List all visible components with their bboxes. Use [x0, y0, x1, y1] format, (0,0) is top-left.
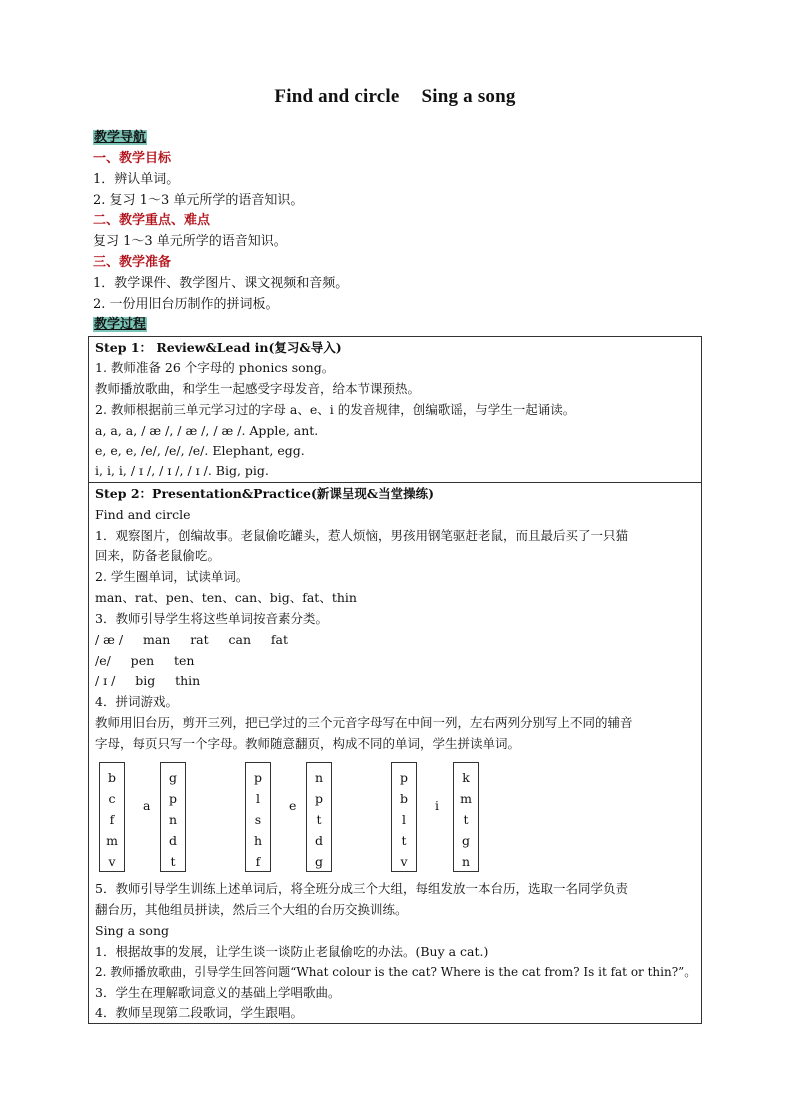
letter: s: [254, 812, 262, 827]
letter: n: [168, 812, 178, 827]
prep-item-1: 1．教学课件、教学图片、课文视频和音频。: [93, 276, 349, 291]
step1-line: 2. 教师根据前三单元学习过的字母 a、e、i 的发音规律，创编歌谣，与学生一起诵读。: [95, 402, 576, 417]
step2-line: 1．根据故事的发展，让学生谈一谈防止老鼠偷吃的办法。(Buy a cat.): [95, 944, 489, 959]
goal-item-1: 1．辨认单词。: [93, 172, 180, 187]
step2-line: man、rat、pen、ten、can、big、fat、thin: [95, 590, 357, 605]
board-3-left-column: [391, 762, 417, 872]
step2-line: 3．教师引导学生将这些单词按音素分类。: [95, 611, 328, 626]
letter: l: [256, 791, 260, 806]
board-2-left-column: [245, 762, 271, 872]
prep-heading: 三、教学准备: [93, 255, 172, 270]
board-2-right-column: [306, 762, 332, 872]
letter: p: [399, 770, 408, 785]
letter: t: [316, 812, 322, 827]
prep-item-2: 2. 一份用旧台历制作的拼词板。: [93, 297, 279, 312]
key-item-1: 复习 1～3 单元所学的语音知识。: [93, 234, 287, 249]
letter: v: [400, 854, 408, 869]
letter: d: [168, 833, 177, 848]
letter: t: [463, 812, 469, 827]
letter: v: [108, 854, 116, 869]
step2-line: 教师用旧台历，剪开三列，把已学过的三个元音字母写在中间一列，左右两列分别写上不同的辅音: [95, 715, 633, 730]
step1-line: 教师播放歌曲，和学生一起感受字母发音，给本节课预热。: [95, 381, 421, 396]
letter: m: [460, 791, 472, 806]
step2-line: Find and circle: [95, 507, 191, 522]
letter: g: [168, 770, 177, 785]
letter: c: [108, 791, 116, 806]
step2-line: 字母，每页只写一个字母。教师随意翻页，构成不同的单词，学生拼读单词。: [95, 736, 521, 751]
nav-heading: 教学导航: [94, 130, 147, 145]
step2-line: / ɪ / big thin: [95, 673, 201, 688]
step2-line: 2. 学生圈单词，试读单词。: [95, 569, 249, 584]
step2-line: 4．拼词游戏。: [95, 694, 178, 709]
letter: t: [401, 833, 407, 848]
board-3-right-column: [453, 762, 479, 872]
letter: l: [402, 812, 406, 827]
letter: d: [314, 833, 323, 848]
letter: m: [106, 833, 118, 848]
goal-item-2: 2. 复习 1～3 单元所学的语音知识。: [93, 193, 304, 208]
step2-heading: Step 2：Presentation&Practice(新课呈现&当堂操练): [95, 486, 435, 501]
letter: g: [314, 854, 323, 869]
letter: b: [107, 770, 116, 785]
board-1-right-column: [160, 762, 186, 872]
board-1-left-column: [99, 762, 125, 872]
letter: p: [168, 791, 177, 806]
page-title: [0, 86, 790, 108]
letter: h: [253, 833, 263, 848]
step2-line: / æ / man rat can fat: [95, 632, 288, 647]
step1-line: a, a, a, / æ /, / æ /, / æ /. Apple, ant.: [95, 423, 319, 438]
step1-line: 1. 教师准备 26 个字母的 phonics song。: [95, 360, 335, 375]
letter: k: [462, 770, 470, 785]
letter: n: [461, 854, 471, 869]
letter: n: [314, 770, 324, 785]
board-3-vowel: i: [435, 798, 439, 813]
goal-heading: 一、教学目标: [93, 151, 172, 166]
letter: p: [253, 770, 262, 785]
step2-line: 2. 教师播放歌曲，引导学生回答问题“What colour is the cat? Where is the cat from? Is it fat or thin?”。: [95, 965, 697, 979]
step2-line: /e/ pen ten: [95, 653, 195, 668]
step2-line: 1．观察图片，创编故事。老鼠偷吃罐头，惹人烦恼，男孩用钢笔驱赶老鼠，而且最后买了一只猫: [95, 528, 628, 543]
step2-line: Sing a song: [95, 923, 170, 938]
table-divider: [88, 482, 702, 483]
letter: b: [399, 791, 408, 806]
letter: g: [461, 833, 470, 848]
step1-heading: Step 1： Review&Lead in(复习&导入): [95, 340, 342, 355]
step1-line: e, e, e, /e/, /e/, /e/. Elephant, egg.: [95, 443, 305, 458]
step2-line: 3．学生在理解歌词意义的基础上学唱歌曲。: [95, 985, 341, 1000]
process-heading: 教学过程: [94, 317, 147, 332]
letter: f: [109, 812, 115, 827]
step2-line: 回来，防备老鼠偷吃。: [95, 548, 221, 563]
key-heading: 二、教学重点、难点: [93, 213, 211, 228]
step2-line: 5．教师引导学生训练上述单词后，将全班分成三个大组，每组发放一本台历，选取一名同学负责: [95, 881, 628, 896]
letter: p: [314, 791, 323, 806]
board-1-vowel: a: [143, 798, 151, 813]
letter: f: [255, 854, 261, 869]
board-2-vowel: e: [289, 798, 297, 813]
nav-heading-line: [93, 128, 147, 148]
step1-line: i, i, i, / ɪ /, / ɪ /, / ɪ /. Big, pig.: [95, 463, 269, 478]
title-sing-a-song: Sing a song: [421, 86, 516, 107]
letter: t: [170, 854, 176, 869]
process-heading-line: [93, 315, 147, 335]
step2-line: 翻台历，其他组员拼读，然后三个大组的台历交换训练。: [95, 902, 408, 917]
step2-line: 4．教师呈现第二段歌词，学生跟唱。: [95, 1005, 303, 1020]
title-find-and-circle: Find and circle: [274, 86, 400, 107]
